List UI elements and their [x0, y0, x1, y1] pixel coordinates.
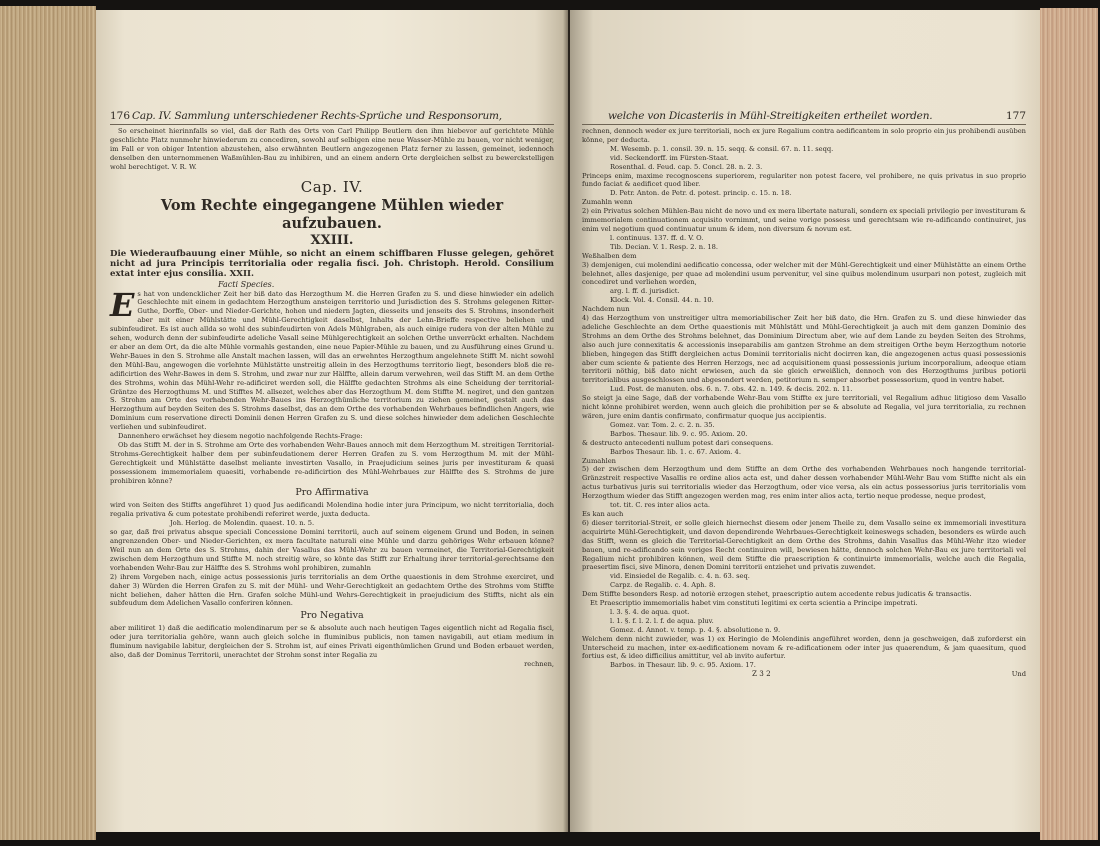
chapter-heading: Cap. IV.: [300, 177, 364, 196]
page-number: 176: [110, 110, 131, 122]
paragraph: & destructo antecedenti nullum potest dari consequens.: [582, 438, 774, 447]
pro-negativa-heading: Pro Negativa: [300, 610, 364, 622]
page-number: 177: [1005, 110, 1026, 122]
citation: D. Petr. Anton. de Petr. d. potest. princip. c. 15. n. 18.: [610, 189, 792, 198]
signature-mark: Z 3 2: [752, 669, 771, 679]
citation: Barbos Thesaur. lib. 1. c. 67. Axiom. 4.: [610, 447, 741, 456]
facti-body: s hat von undencklicher Zeit her biß dato das Herzogthum M. die Herren Grafen zu S. und diese hinwieder ein adelich Geschlechte mit einem in gedachtem Herzogthum ansteigen territorio und Jurisdiction des S. Strohms gelegenen Ritter-Guthe, Dorffe, Ober- und Nieder-Gerichte, hohen und niedern Jagten, diesseits und jenseits des S. Strohms, insonderheit aber mit einer Mühlstätte und Mühl-Gerechtigkeit daselbst, Inhalts der Lehn-Brieffe respective beliehen und subinfeudiret. Es ist auch allda so wohl des subinfeudirten von Adels Mühlgraben, als auch einige rudera von der alten Mühle zu sehen, wodurch denn der subinfeudirte adeliche Vasall seine Mühlgerechtigkeit an solchen Orthe unverrückt erhalten. Nachdem er aber an dem Ort, da die alte Mühle vormahls gestanden, eine neue Papier-Mühle zu bauen, und zu Ausführung eines Grund u. Wehr-Baues in den S. Strohme alle Anstalt machen lassen, will das an erwehntes Herzogthum angelehnete Stifft M. nicht sowohl den Mühl-Bau, angewogen die vorlehnte Mühlstätte unstreitig allein in des Herzogthums territorio liegt, besonders bloß die re-adificirtion des Wehr-Bawes in dem S. Strohm, und zwar nur zur Hälffte, allein darum verwehren, weil das Stifft M. an dem Orthe des Strohms, wohin das Mühl-Wehr re-adificiret werden soll, die Hälffte gedachten Strohms als eine Scheidung der territorial-Gräntze des Herzogthums M. und Stifftes M. allsezet, welches aber das Herzogthum M. dem Stiffte M. negiret, und den gantzen S. Strohm am Orte des vorhabenden Wehr-Baues ins Herzogthümliche territorium zu ziehen gemeinet, gestalt auch das Herzogthum auf beyden Seiten des S. Strohms daselbst, das an dem Orthe des vorhabenden Wehrbaues befindlichen Angers, wie Dominium cum reservatione directi Dominii denen Herren Grafen zu S. und diese solches hinwieder dem adelichen Geschlechte verliehen und subinfeudiret.: [110, 289, 554, 432]
catchword: Und: [1011, 670, 1026, 679]
left-page-edges: [0, 6, 96, 840]
section-subtitle: Die Wiederaufbauung einer Mühle, so nicht an einem schiffbaren Flusse gelegen, gehöret nicht ad jura Principis territorialia oder regalia fisci. Joh. Christoph. Herold. Consilium extat inter ejus consilia. XXII.: [110, 248, 554, 279]
paragraph: Welchem denn nicht zuwieder, was 1) ex Heringio de Molendinis angeführet worden, denn ja geschweigen, daß zuforderst ein Unterscheid zu machen, inter ex-aedificationem novam & re-adificationem oder inter jus quaerendum, & jam quaesitum, quod fortius est, & ideo difficilius amittitur, vel ab invito aufertur.: [582, 634, 1026, 661]
affirmativa-continued: so gar, daß frei privatus absque speciali Concessione Domini territorii, auch auf seinem eigenem Grund und Boden, in seinen angrenzenden Ober- und Nieder-Gerichten, ex mera facultate naturali eine Mühle und darzu gehöriges Wehr erbauen könne? Weil nun an dem Orte des S. Strohms, dahin der Vasallus das Mühl-Wehr zu bauen vermeinet, die Territorial-Gerechtigkeit zwischen dem Herzogthum und Stiffte M. noch streitig wäre, so könte das Stifft zur Erhaltung ihrer territorial-gerechtsame den vorhabenden Wehr-Bau zur Hälffte des S. Strohms wohl prohibiren, zumahln: [110, 528, 554, 572]
left-running-head: [110, 108, 554, 125]
right-page: [570, 10, 1040, 832]
right-text-block: [582, 127, 1026, 680]
lead-in: Zumahln wenn: [582, 198, 633, 207]
citation: Barbos. Thesaur. lib. 9. c. 95. Axiom. 20.: [610, 429, 748, 438]
left-text-block: [110, 127, 554, 669]
negativa-point-1: aber militiret 1) daß die aedificatio molendinarum per se & absolute auch nach heutigen Tages eigentlich nicht ad Regalia fisci, oder jura territorialia gehöre, wann auch gleich solche in fluminibus publicis, non tamen navigabili, aut etiam medium in fluminum navigabile labitur, dergleichen der S. Strohm ist, auf eines Privati eigenthümlichen Grund und Boden erbauet werden, also, daß der Dominus Territorii, unerachtet der Strohm sonst inter Regalia zu: [110, 624, 554, 660]
question-intro: Dannenhero erwächset hey diesem negotio nachfolgende Rechts-Frage:: [118, 432, 363, 441]
intro-paragraph: So erscheinet hierinnfalls so viel, daß der Rath des Orts von Carl Philipp Beutlern den ihm hiebevor auf gerichtete Mühle geschlichte Platz nunmehr hinwiederum zu concediren, sowohl auf selbigen eine neue Wasser-Mühle zu bauen, vor nicht weniger, im Fall er von obiger Intention abzustehen, also erwähnten Beutlern angezogenen Platz ferner zu lassen, gemeinet, iedennoch denselben den unternommenen Waßmühlen-Bau zu inhibiren, und an einem andern Orte dergleichen selbst zu bewerckstelligen wohl berechtiget. V. R. W.: [110, 127, 554, 171]
paragraph: 3) demjenigen, cui molendini aedificatio concessa, oder welcher mit der Mühl-Gerechtigkeit und einer Mühlstätte an einem Orthe belehnet, alles dasjenige, per quae ad molendini usum pervenitur, vel sine quibus molendinum usurpari non potest, zugleich mit concediret und verliehen worden,: [582, 260, 1026, 287]
right-running-head: [582, 108, 1026, 125]
citation: vid. Einsiedel de Regalib. c. 4. n. 63. seq.: [610, 572, 750, 581]
right-page-content: [582, 10, 1026, 832]
citation: Gomez. var. Tom. 2. c. 2. n. 35.: [610, 420, 715, 429]
citation: Lud. Post. de manuten. obs. 6. n. 7. obs. 42. n. 149. & decis. 202. n. 11.: [610, 385, 853, 394]
facti-species-heading: Facti Species.: [218, 279, 275, 289]
citation: Klock. Vol. 4. Consil. 44. n. 10.: [610, 296, 714, 305]
left-page-content: [110, 10, 554, 832]
citation: Barbos. in Thesaur. lib. 9. c. 95. Axiom. 17.: [610, 661, 756, 670]
lead-in: Weßhalben dem: [582, 251, 637, 260]
paragraph: rechnen, dennoch weder ex jure territoriali, noch ex jure Regalium contra aedificantem in solo proprio ein jus prohibendi ausüben könne, per deducta.: [582, 127, 1026, 144]
citation: Tib. Decian. V. 1. Resp. 2. n. 18.: [610, 242, 718, 251]
citation: l. 1. §. f. l. 2. l. f. de aqua. pluv.: [610, 616, 714, 625]
citation: M. Wesemb. p. 1. consil. 39. n. 15. seqq. & consil. 67. n. 11. seqq.: [610, 144, 834, 153]
paragraph: 5) der zwischen dem Herzogthum und dem Stiffte an dem Orthe des vorhabenden Wehrbaues noch hangende territorial-Gränzstreit respective Vasallis re ordine alios acta est, und daher dessen vorhabender Mühl-Wehr Bau vom Stiffte nicht als ein actus turbativus juris sui territorialis wieder das Herzogthum, oder vice versa, als ein actus possessorius juris territorialis vom Herzogthum wieder das Stifft angezogen werden mag, res enim inter alios acta, tertio neque prodesse, neque prodest,: [582, 465, 1026, 501]
section-number: XXIII.: [310, 232, 354, 248]
drop-cap: E: [110, 285, 135, 324]
citation: Joh. Herlog. de Molendin. quaest. 10. n. 5.: [170, 519, 315, 528]
legal-question: Ob das Stifft M. der in S. Strohme am Orte des vorhabenden Wehr-Baues annoch mit dem Herzogthum M. streitigen Territorial-Strohms-Gerechtigkeit halber dem per subinfeudationem derer Herren Grafen zu S. vom Herzogthum M. mit der Mühl-Gerechtigkeit und Mühlstätte daselbst meliante investirten Vasallo, in Praejudicium seines juris per investituram & quasi possessionem immemorialem quaesiti, vorhabende re-adificirtion des Mühl-Wehrbaues zur Hälffte des S. Strohms de jure prohibiren könne?: [110, 440, 554, 485]
facti-paragraph: [110, 285, 554, 433]
paragraph: Princeps enim, maxime recognoscens superiorem, regulariter non potest facere, vel prohibere, ne quis privatus in suo proprio fundo faciat & aedificet quod liber.: [582, 171, 1026, 189]
running-head-text: Cap. IV. Sammlung unterschiedener Rechts-Sprüche und Responsorum,: [132, 110, 502, 122]
pro-affirmativa-heading: Pro Affirmativa: [295, 487, 369, 499]
lead-in: Nachdem nun: [582, 305, 630, 314]
catchword: rechnen,: [524, 659, 554, 668]
citation: arg. l. ff. d. jurisdict.: [610, 287, 680, 296]
paragraph: 6) dieser territorial-Streit, er solle gleich hiernechst diesem oder jenem Theile zu, dem Vasallo seine ex immemoriali investitura acquirirte Mühl-Gerechtigkeit, und davon dependirende Wehrbaues-Gerechtigkeit keineswegs schaden, besonders es würde auch das Stifft, wenn es gleich die Territorial-Gerechtigkeit an dem Orthe des Strohms, dahin Vasallus das Mühl-Wehr itzo wieder bauen, und re-adificando sein voriges Recht continuiren will, bewiesen hätte, dennoch solchen Wehr-Bau ex jure territoriali vel Regalium nicht prohibiren können, weil dem Stiffte die praescription & continuirte immemorialis, welche auch die Regalia, praesertim fisci, sive Minora, denen Domini territorii entziehet und privatis zuwendet.: [582, 518, 1026, 572]
affirmativa-points-2-3: 2) ihrem Vorgeben nach, einige actus possessionis juris territorialis an dem Orthe quaestionis in dem Strohme exerciret, und daher 3) Würden die Herren Grafen zu S. mit der Mühl- und Wehr-Gerechtigkeit an gedachtem Orthe des Strohms vom Stiffte nicht beliehen, daher hätten die Hrn. Grafen solche Mühl-und Wehrs-Gerechtigkeit in praejudicium des Stiffts, nicht als ein subfeudum dem Adelichen Vasallo conferiren können.: [110, 572, 554, 608]
signature-line: [582, 670, 1026, 680]
right-page-edges: [1040, 8, 1098, 840]
left-page: [96, 10, 568, 832]
citation: Carpz. de Regalib. c. 4. Aph. 8.: [610, 581, 716, 590]
citation: vid. Seckendorff. im Fürsten-Staat.: [610, 153, 729, 162]
affirmativa-point-1: wird von Seiten des Stiffts angeführet 1) quod Jus aedificandi Molendina hodie inter jura Principum, wo nicht territorialia, doch regalia privativa & cum potestate prohibendi referiret werde, juxta deducta.: [110, 501, 554, 519]
paragraph: 4) das Herzogthum von unstreitiger ultra memoriabilischer Zeit her biß dato, die Hrn. Grafen zu S. und diese hinwieder das adeliche Geschlechte an dem Orthe quaestionis mit Mühlstätt und Mühl-Gerechtigkeit ja auch mit dem ganzen Dominio des Strohms an dem Orthe des Strohms belehnet, das Dominium Directum aber, wie auf dem Lande zu beyden Seiten des Strohms, also auch jure connexitatis & accessionis inseparabilis am gantzen Strohme an dem streitigen Orthe beym Herzogthum notorie blieben, hingegen das Stifft dergleichen actus Dominii territorialis nicht docirren kan, die angezogenen actus quasi possessionis aber cum sciente & patiente des Herren Herzogs, nec ad acquisitionem quasi possessionis jurium incorporalium, adeoque etiam territorii nöthig, biß dato nicht erwiesen, auch da sie gleich erweißlich, dennoch von des Herzogthums juribus potiorii territorialibus ausgeschlossen und abgesondert werden, petitorium n. semper absorbet possessorium, quod in ventre habet.: [582, 314, 1026, 385]
citation: Rosenthal. d. Feud. cap. 5. Concl. 28. n. 2. 3.: [610, 162, 763, 171]
paragraph: So steigt ja eine Sage, daß der vorhabende Wehr-Bau vom Stiffte ex jure territoriali, vel Regalium adhuc litigioso dem Vasallo nicht könne prohibiret werden, wenn auch gleich die prohibition per se & absolute ad Regalia, vel jura territorialia, zu rechnen wären, jure enim dantis confirmato, confirmatur quoque jus accipientis.: [582, 394, 1026, 420]
paragraph: Dem Stiffte besonders Resp. ad notoriè erzogen stehet, praescriptio autem accedente rebus judicatis & transactis.: [582, 590, 972, 599]
citation: tot. tit. C. res inter alios acta.: [610, 501, 711, 510]
lead-in: Zumahlen: [582, 456, 616, 465]
lead-in: Es kan auch: [582, 509, 624, 518]
citation: l. continuus. 137. ff. d. V. O.: [610, 233, 704, 242]
running-head-text: welche von Dicasteriis in Mühl-Streitigkeiten ertheilet worden.: [608, 110, 933, 122]
chapter-title: Vom Rechte eingegangene Mühlen wieder aufzubauen.: [160, 196, 504, 232]
citation: Gomez. d. Annot. v. temp. p. 4. §. absolutione n. 9.: [610, 625, 781, 634]
paragraph: 2) ein Privatus solchen Mühlen-Bau nicht de novo und ex mera libertate naturali, sondern ex speciali privilegio per investituram & immemorialem continuationem acquisito vornimmt, und seine vorige possess und gerechtsam wie re-adificando continuiret, jus enim vel negotium quod continuatur unum & idem, non diversum & novum est.: [582, 207, 1026, 233]
citation: l. 3. §. 4. de aqua. quot.: [610, 607, 690, 616]
paragraph: Et Praescriptio immemorialis habet vim constituti legitimi ex certa scientia a Principe impetrati.: [590, 599, 918, 608]
